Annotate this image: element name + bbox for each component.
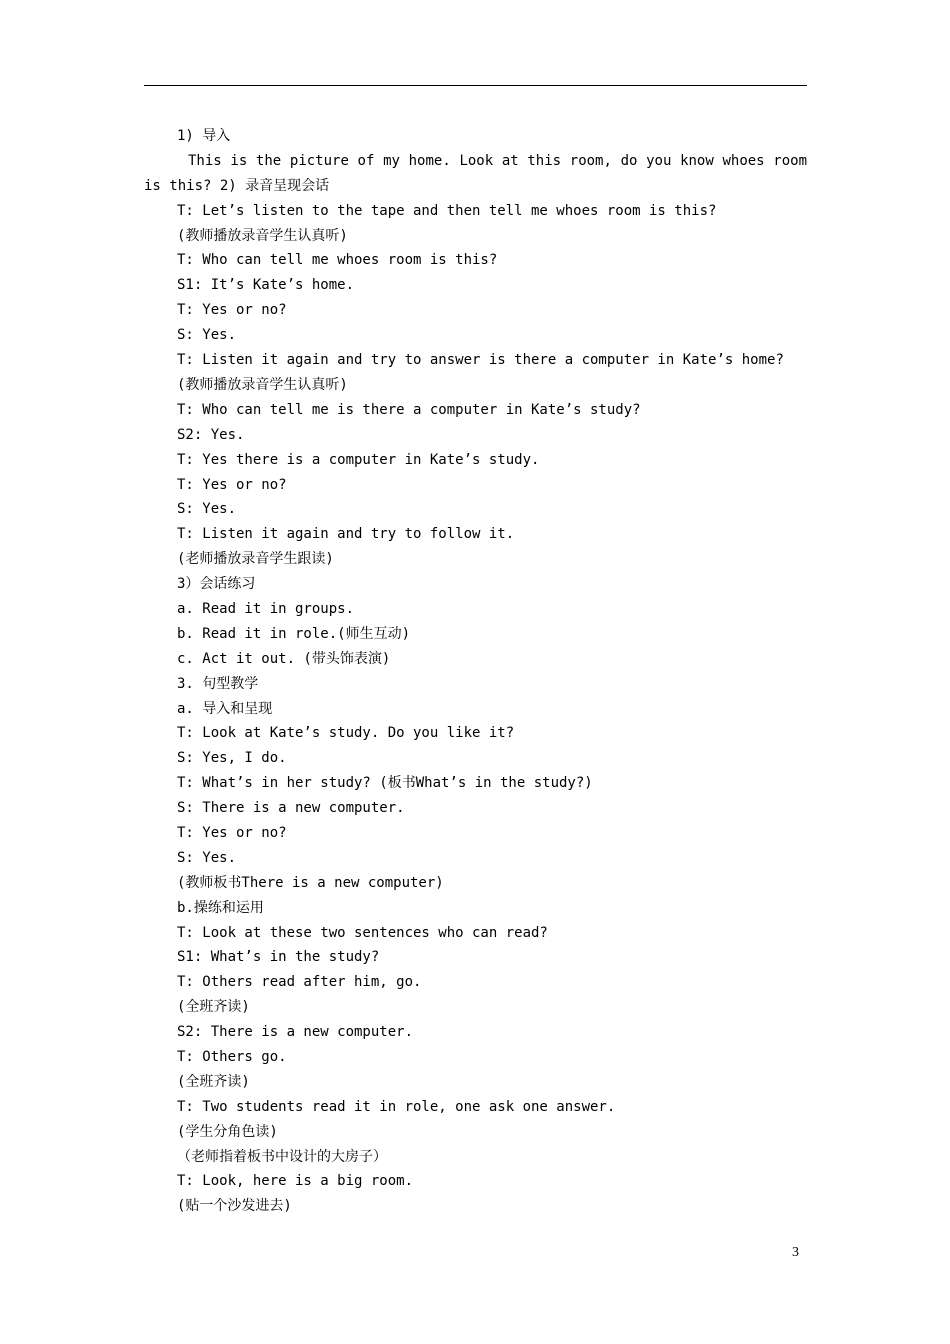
document-line: (全班齐读) — [177, 1073, 250, 1090]
document-line: T: Others read after him, go. — [177, 974, 422, 991]
document-line: （老师指着板书中设计的大房子） — [177, 1148, 387, 1165]
document-line: T: What’s in her study? (板书What’s in the study?) — [177, 775, 593, 792]
section-heading: 1) 导入 — [177, 128, 231, 144]
page-number: 3 — [792, 1245, 799, 1260]
document-line: T: Who can tell me is there a computer in Kate’s study? — [177, 401, 641, 418]
document-line: S: Yes. — [177, 501, 237, 518]
document-line: T: Others go. — [177, 1048, 287, 1065]
section-heading: 3）会话练习 — [177, 576, 256, 593]
header-rule — [144, 85, 807, 86]
document-line: a. Read it in groups. — [177, 600, 355, 617]
document-line: c. Act it out. (带头饰表演) — [177, 650, 391, 667]
document-line: S: Yes. — [177, 849, 237, 866]
section-heading: b.操练和运用 — [177, 899, 264, 916]
document-line: (学生分角色读) — [177, 1123, 278, 1140]
document-line: (贴一个沙发进去) — [177, 1198, 292, 1215]
document-line: T: Listen it again and try to answer is there a computer in Kate’s home? — [177, 352, 784, 369]
document-line: T: Look at Kate’s study. Do you like it? — [177, 725, 515, 742]
document-line: T: Yes or no? — [177, 302, 287, 319]
document-line: (老师播放录音学生跟读) — [177, 551, 334, 568]
document-line: (全班齐读) — [177, 999, 250, 1016]
document-line: T: Look, here is a big room. — [177, 1173, 414, 1190]
section-heading: a. 导入和呈现 — [177, 700, 273, 717]
intro-paragraph: This is the picture of my home. Look at this room, do you know whoes room is this? 2) 录音呈现会话 — [144, 152, 807, 194]
document-line: S2: Yes. — [177, 426, 245, 443]
document-line: S: Yes. — [177, 327, 237, 344]
document-line: T: Yes there is a computer in Kate’s study. — [177, 451, 540, 468]
document-line: T: Yes or no? — [177, 824, 287, 841]
document-line: T: Let’s listen to the tape and then tell me whoes room is this? — [177, 202, 717, 219]
document-line: (教师播放录音学生认真听) — [177, 227, 348, 244]
document-line: (教师板书There is a new computer) — [177, 874, 444, 891]
document-line: T: Yes or no? — [177, 476, 287, 493]
document-line: T: Two students read it in role, one ask one answer. — [177, 1098, 616, 1115]
document-line: T: Look at these two sentences who can read? — [177, 924, 548, 941]
document-line: S1: It’s Kate’s home. — [177, 277, 355, 294]
document-body — [144, 124, 807, 1219]
document-line: T: Listen it again and try to follow it. — [177, 526, 515, 543]
document-line: S: There is a new computer. — [177, 800, 405, 817]
document-line: S2: There is a new computer. — [177, 1024, 414, 1041]
section-heading: 3. 句型教学 — [177, 675, 259, 692]
document-line: (教师播放录音学生认真听) — [177, 376, 348, 393]
document-line: T: Who can tell me whoes room is this? — [177, 252, 498, 269]
document-line: S: Yes, I do. — [177, 750, 287, 767]
document-line: b. Read it in role.(师生互动) — [177, 625, 411, 642]
document-line: S1: What’s in the study? — [177, 949, 380, 966]
